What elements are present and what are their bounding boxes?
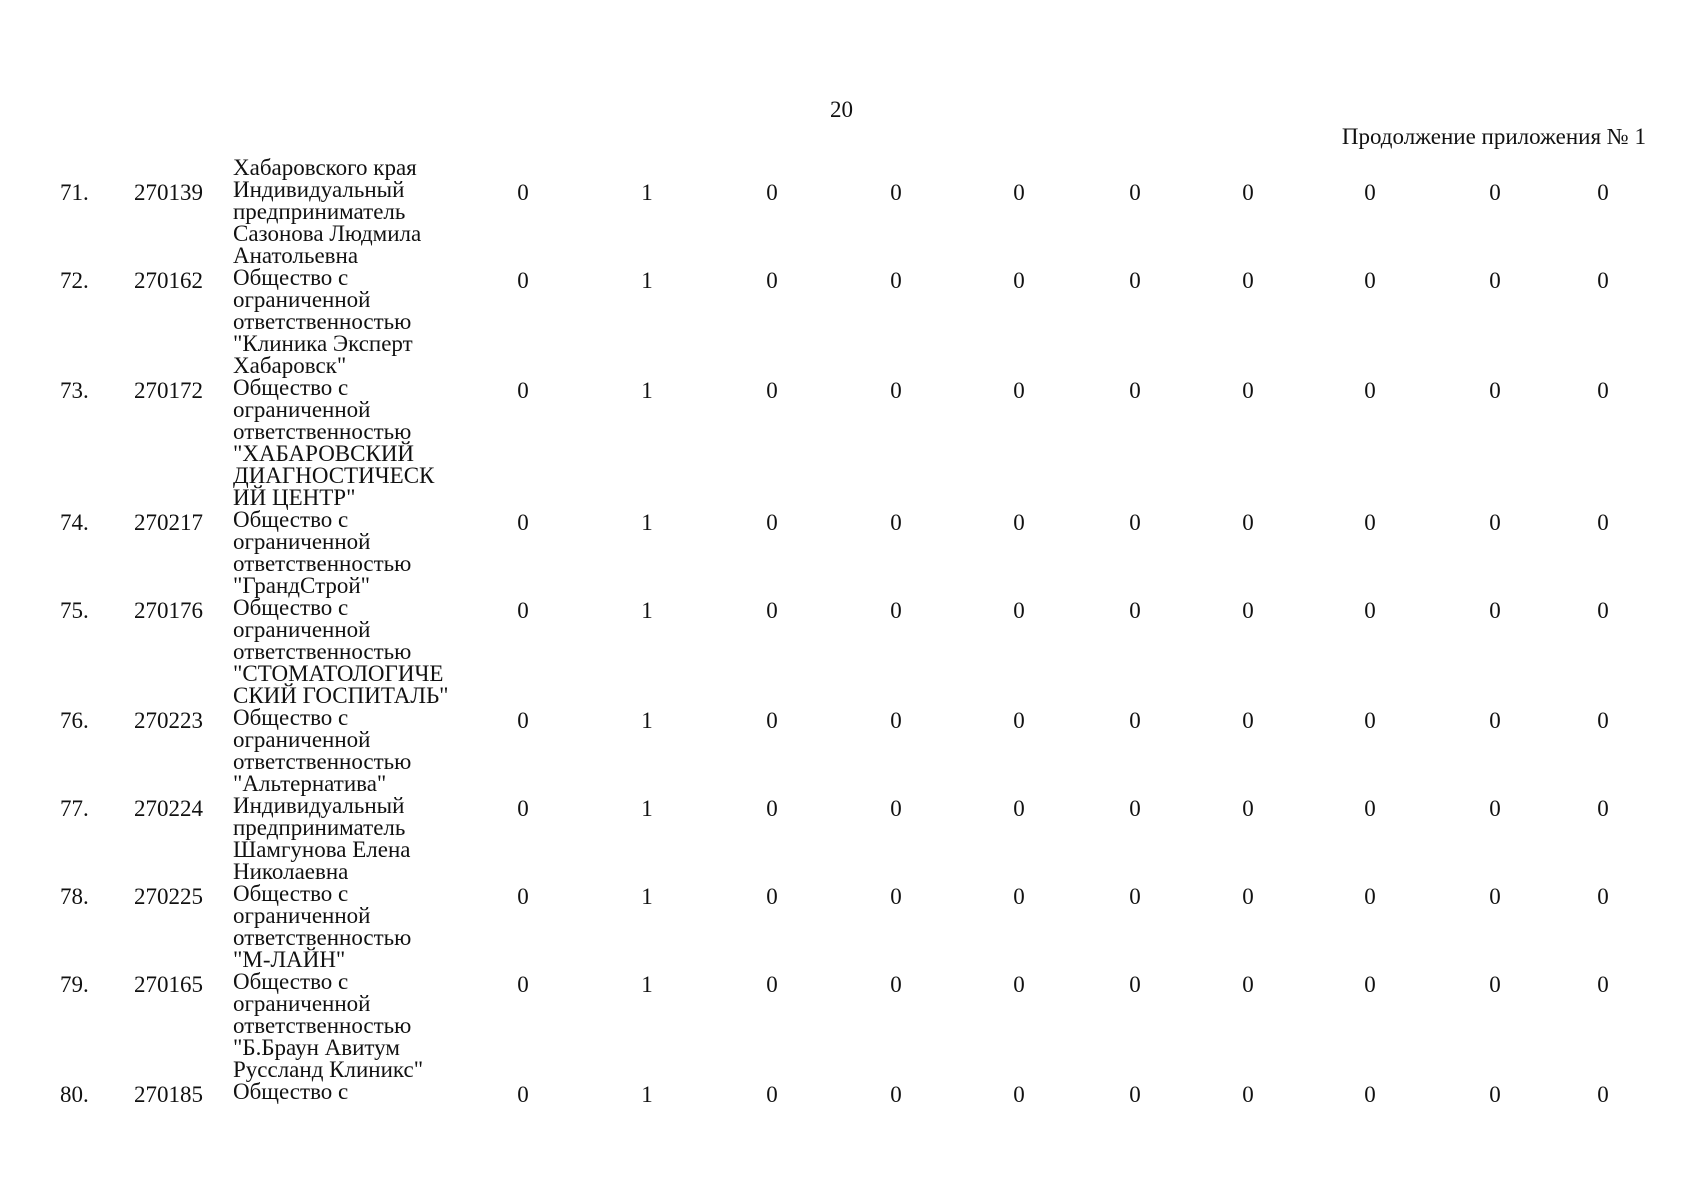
organization-name-line: СКИЙ ГОСПИТАЛЬ" — [233, 683, 449, 708]
organization-code: 270139 — [134, 180, 203, 205]
value-cell-10: 0 — [1597, 510, 1609, 535]
value-cell-1: 0 — [517, 708, 529, 733]
value-cell-5: 0 — [1013, 268, 1025, 293]
organization-code: 270217 — [134, 510, 203, 535]
organization-name — [233, 179, 473, 267]
value-cell-2: 1 — [641, 598, 653, 623]
organization-name-line: "ХАБАРОВСКИЙ — [233, 441, 415, 466]
organization-name-line: Общество с — [233, 1079, 349, 1104]
data-table — [0, 177, 1702, 1107]
value-cell-6: 0 — [1129, 884, 1141, 909]
value-cell-1: 0 — [517, 972, 529, 997]
row-number: 77. — [60, 796, 89, 821]
value-cell-7: 0 — [1242, 1082, 1254, 1107]
organization-name-line: "Альтернатива" — [233, 771, 387, 796]
value-cell-7: 0 — [1242, 180, 1254, 205]
organization-name-line: ограниченной — [233, 397, 371, 422]
table-row — [0, 795, 1702, 883]
value-cell-5: 0 — [1013, 1082, 1025, 1107]
organization-code: 270185 — [134, 1082, 203, 1107]
page-number: 20 — [830, 97, 853, 122]
value-cell-2: 1 — [641, 1082, 653, 1107]
value-cell-1: 0 — [517, 1082, 529, 1107]
value-cell-4: 0 — [890, 1082, 902, 1107]
organization-name-line: ИЙ ЦЕНТР" — [233, 485, 356, 510]
value-cell-2: 1 — [641, 510, 653, 535]
organization-code: 270162 — [134, 268, 203, 293]
organization-code: 270176 — [134, 598, 203, 623]
organization-name-line: ответственностью — [233, 925, 412, 950]
organization-code: 270223 — [134, 708, 203, 733]
value-cell-1: 0 — [517, 796, 529, 821]
organization-name-line: Общество с — [233, 595, 349, 620]
value-cell-5: 0 — [1013, 598, 1025, 623]
organization-name — [233, 377, 473, 509]
value-cell-6: 0 — [1129, 708, 1141, 733]
organization-name-line: "СТОМАТОЛОГИЧЕ — [233, 661, 444, 686]
organization-name-line: "Клиника Эксперт — [233, 331, 413, 356]
value-cell-7: 0 — [1242, 268, 1254, 293]
value-cell-5: 0 — [1013, 378, 1025, 403]
value-cell-8: 0 — [1364, 268, 1376, 293]
value-cell-9: 0 — [1489, 268, 1501, 293]
value-cell-10: 0 — [1597, 378, 1609, 403]
value-cell-6: 0 — [1129, 268, 1141, 293]
value-cell-1: 0 — [517, 268, 529, 293]
value-cell-7: 0 — [1242, 972, 1254, 997]
value-cell-8: 0 — [1364, 1082, 1376, 1107]
value-cell-8: 0 — [1364, 708, 1376, 733]
value-cell-6: 0 — [1129, 796, 1141, 821]
value-cell-1: 0 — [517, 598, 529, 623]
organization-name-line: Общество с — [233, 881, 349, 906]
organization-name — [233, 509, 473, 597]
organization-name-line: Шамгунова Елена — [233, 837, 411, 862]
value-cell-2: 1 — [641, 180, 653, 205]
organization-name — [233, 597, 473, 707]
value-cell-10: 0 — [1597, 598, 1609, 623]
organization-name-line: Общество с — [233, 265, 349, 290]
organization-code: 270225 — [134, 884, 203, 909]
value-cell-4: 0 — [890, 972, 902, 997]
value-cell-3: 0 — [766, 180, 778, 205]
value-cell-10: 0 — [1597, 268, 1609, 293]
organization-name-line: Хабаровск" — [233, 353, 347, 378]
value-cell-9: 0 — [1489, 180, 1501, 205]
organization-name-line: предприниматель — [233, 199, 406, 224]
value-cell-7: 0 — [1242, 598, 1254, 623]
value-cell-8: 0 — [1364, 796, 1376, 821]
value-cell-4: 0 — [890, 796, 902, 821]
organization-name-line: ограниченной — [233, 903, 371, 928]
organization-name — [233, 971, 473, 1081]
organization-name-line: Индивидуальный — [233, 793, 405, 818]
table-row — [0, 971, 1702, 1081]
table-row — [0, 597, 1702, 707]
value-cell-6: 0 — [1129, 1082, 1141, 1107]
value-cell-2: 1 — [641, 378, 653, 403]
row-number: 79. — [60, 972, 89, 997]
organization-name-line: ограниченной — [233, 617, 371, 642]
row-number: 80. — [60, 1082, 89, 1107]
value-cell-5: 0 — [1013, 510, 1025, 535]
organization-name-line: Анатольевна — [233, 243, 359, 268]
value-cell-5: 0 — [1013, 708, 1025, 733]
value-cell-6: 0 — [1129, 972, 1141, 997]
organization-name-line: ограниченной — [233, 287, 371, 312]
row-number: 73. — [60, 378, 89, 403]
value-cell-2: 1 — [641, 268, 653, 293]
organization-name-line: ограниченной — [233, 529, 371, 554]
value-cell-3: 0 — [766, 972, 778, 997]
value-cell-8: 0 — [1364, 884, 1376, 909]
row-number: 72. — [60, 268, 89, 293]
organization-name-line: ответственностью — [233, 551, 412, 576]
value-cell-10: 0 — [1597, 972, 1609, 997]
value-cell-7: 0 — [1242, 796, 1254, 821]
value-cell-1: 0 — [517, 884, 529, 909]
value-cell-6: 0 — [1129, 180, 1141, 205]
organization-name — [233, 707, 473, 795]
organization-name-line: Индивидуальный — [233, 177, 405, 202]
value-cell-4: 0 — [890, 510, 902, 535]
value-cell-9: 0 — [1489, 972, 1501, 997]
value-cell-9: 0 — [1489, 708, 1501, 733]
value-cell-9: 0 — [1489, 884, 1501, 909]
organization-name — [233, 883, 473, 971]
value-cell-3: 0 — [766, 598, 778, 623]
value-cell-6: 0 — [1129, 598, 1141, 623]
table-row — [0, 179, 1702, 267]
organization-name — [233, 267, 473, 377]
value-cell-3: 0 — [766, 268, 778, 293]
row-number: 76. — [60, 708, 89, 733]
value-cell-2: 1 — [641, 796, 653, 821]
organization-name-line: Общество с — [233, 507, 349, 532]
value-cell-1: 0 — [517, 510, 529, 535]
organization-name-line: ответственностью — [233, 749, 412, 774]
value-cell-5: 0 — [1013, 796, 1025, 821]
value-cell-9: 0 — [1489, 378, 1501, 403]
value-cell-5: 0 — [1013, 180, 1025, 205]
value-cell-8: 0 — [1364, 598, 1376, 623]
organization-code: 270165 — [134, 972, 203, 997]
value-cell-7: 0 — [1242, 708, 1254, 733]
organization-name-line: Сазонова Людмила — [233, 221, 422, 246]
value-cell-3: 0 — [766, 884, 778, 909]
value-cell-5: 0 — [1013, 884, 1025, 909]
table-row — [0, 707, 1702, 795]
value-cell-2: 1 — [641, 884, 653, 909]
organization-name-line: "М-ЛАЙН" — [233, 947, 346, 972]
organization-name-line: ответственностью — [233, 419, 412, 444]
organization-name-line: Общество с — [233, 705, 349, 730]
value-cell-3: 0 — [766, 510, 778, 535]
value-cell-10: 0 — [1597, 708, 1609, 733]
organization-name-line: Руссланд Клиникс" — [233, 1057, 424, 1082]
value-cell-7: 0 — [1242, 378, 1254, 403]
organization-name-line: ДИАГНОСТИЧЕСК — [233, 463, 435, 488]
organization-name-line: ответственностью — [233, 1013, 412, 1038]
value-cell-4: 0 — [890, 268, 902, 293]
organization-code: 270224 — [134, 796, 203, 821]
value-cell-9: 0 — [1489, 1082, 1501, 1107]
value-cell-3: 0 — [766, 708, 778, 733]
table-row — [0, 509, 1702, 597]
organization-name-line: Общество с — [233, 969, 349, 994]
value-cell-9: 0 — [1489, 510, 1501, 535]
value-cell-2: 1 — [641, 972, 653, 997]
value-cell-4: 0 — [890, 378, 902, 403]
organization-name-line: ограниченной — [233, 727, 371, 752]
value-cell-4: 0 — [890, 884, 902, 909]
table-row — [0, 377, 1702, 509]
organization-name-line: "Б.Браун Авитум — [233, 1035, 400, 1060]
organization-name-line: предприниматель — [233, 815, 406, 840]
value-cell-8: 0 — [1364, 972, 1376, 997]
value-cell-10: 0 — [1597, 884, 1609, 909]
value-cell-8: 0 — [1364, 180, 1376, 205]
organization-code: 270172 — [134, 378, 203, 403]
table-row — [0, 1079, 1702, 1107]
value-cell-4: 0 — [890, 598, 902, 623]
value-cell-10: 0 — [1597, 796, 1609, 821]
value-cell-2: 1 — [641, 708, 653, 733]
value-cell-9: 0 — [1489, 796, 1501, 821]
organization-name-line: Николаевна — [233, 859, 349, 884]
value-cell-3: 0 — [766, 796, 778, 821]
value-cell-6: 0 — [1129, 378, 1141, 403]
organization-name-line: "ГрандСтрой" — [233, 573, 371, 598]
table-row — [0, 883, 1702, 971]
value-cell-1: 0 — [517, 378, 529, 403]
value-cell-6: 0 — [1129, 510, 1141, 535]
value-cell-3: 0 — [766, 1082, 778, 1107]
value-cell-4: 0 — [890, 708, 902, 733]
row-number: 74. — [60, 510, 89, 535]
row-number: 75. — [60, 598, 89, 623]
organization-name-line: ответственностью — [233, 309, 412, 334]
value-cell-7: 0 — [1242, 884, 1254, 909]
row-number: 71. — [60, 180, 89, 205]
value-cell-7: 0 — [1242, 510, 1254, 535]
table-row — [0, 267, 1702, 377]
value-cell-10: 0 — [1597, 180, 1609, 205]
value-cell-4: 0 — [890, 180, 902, 205]
organization-name — [233, 1081, 473, 1103]
continuation-note: Продолжение приложения № 1 — [1341, 124, 1646, 149]
organization-name-line: ограниченной — [233, 991, 371, 1016]
value-cell-9: 0 — [1489, 598, 1501, 623]
value-cell-1: 0 — [517, 180, 529, 205]
value-cell-3: 0 — [766, 378, 778, 403]
organization-name-line: ответственностью — [233, 639, 412, 664]
value-cell-5: 0 — [1013, 972, 1025, 997]
organization-name-line: Общество с — [233, 375, 349, 400]
name-lead-line: Хабаровского края — [233, 155, 417, 180]
organization-name — [233, 795, 473, 883]
value-cell-10: 0 — [1597, 1082, 1609, 1107]
value-cell-8: 0 — [1364, 378, 1376, 403]
value-cell-8: 0 — [1364, 510, 1376, 535]
row-number: 78. — [60, 884, 89, 909]
